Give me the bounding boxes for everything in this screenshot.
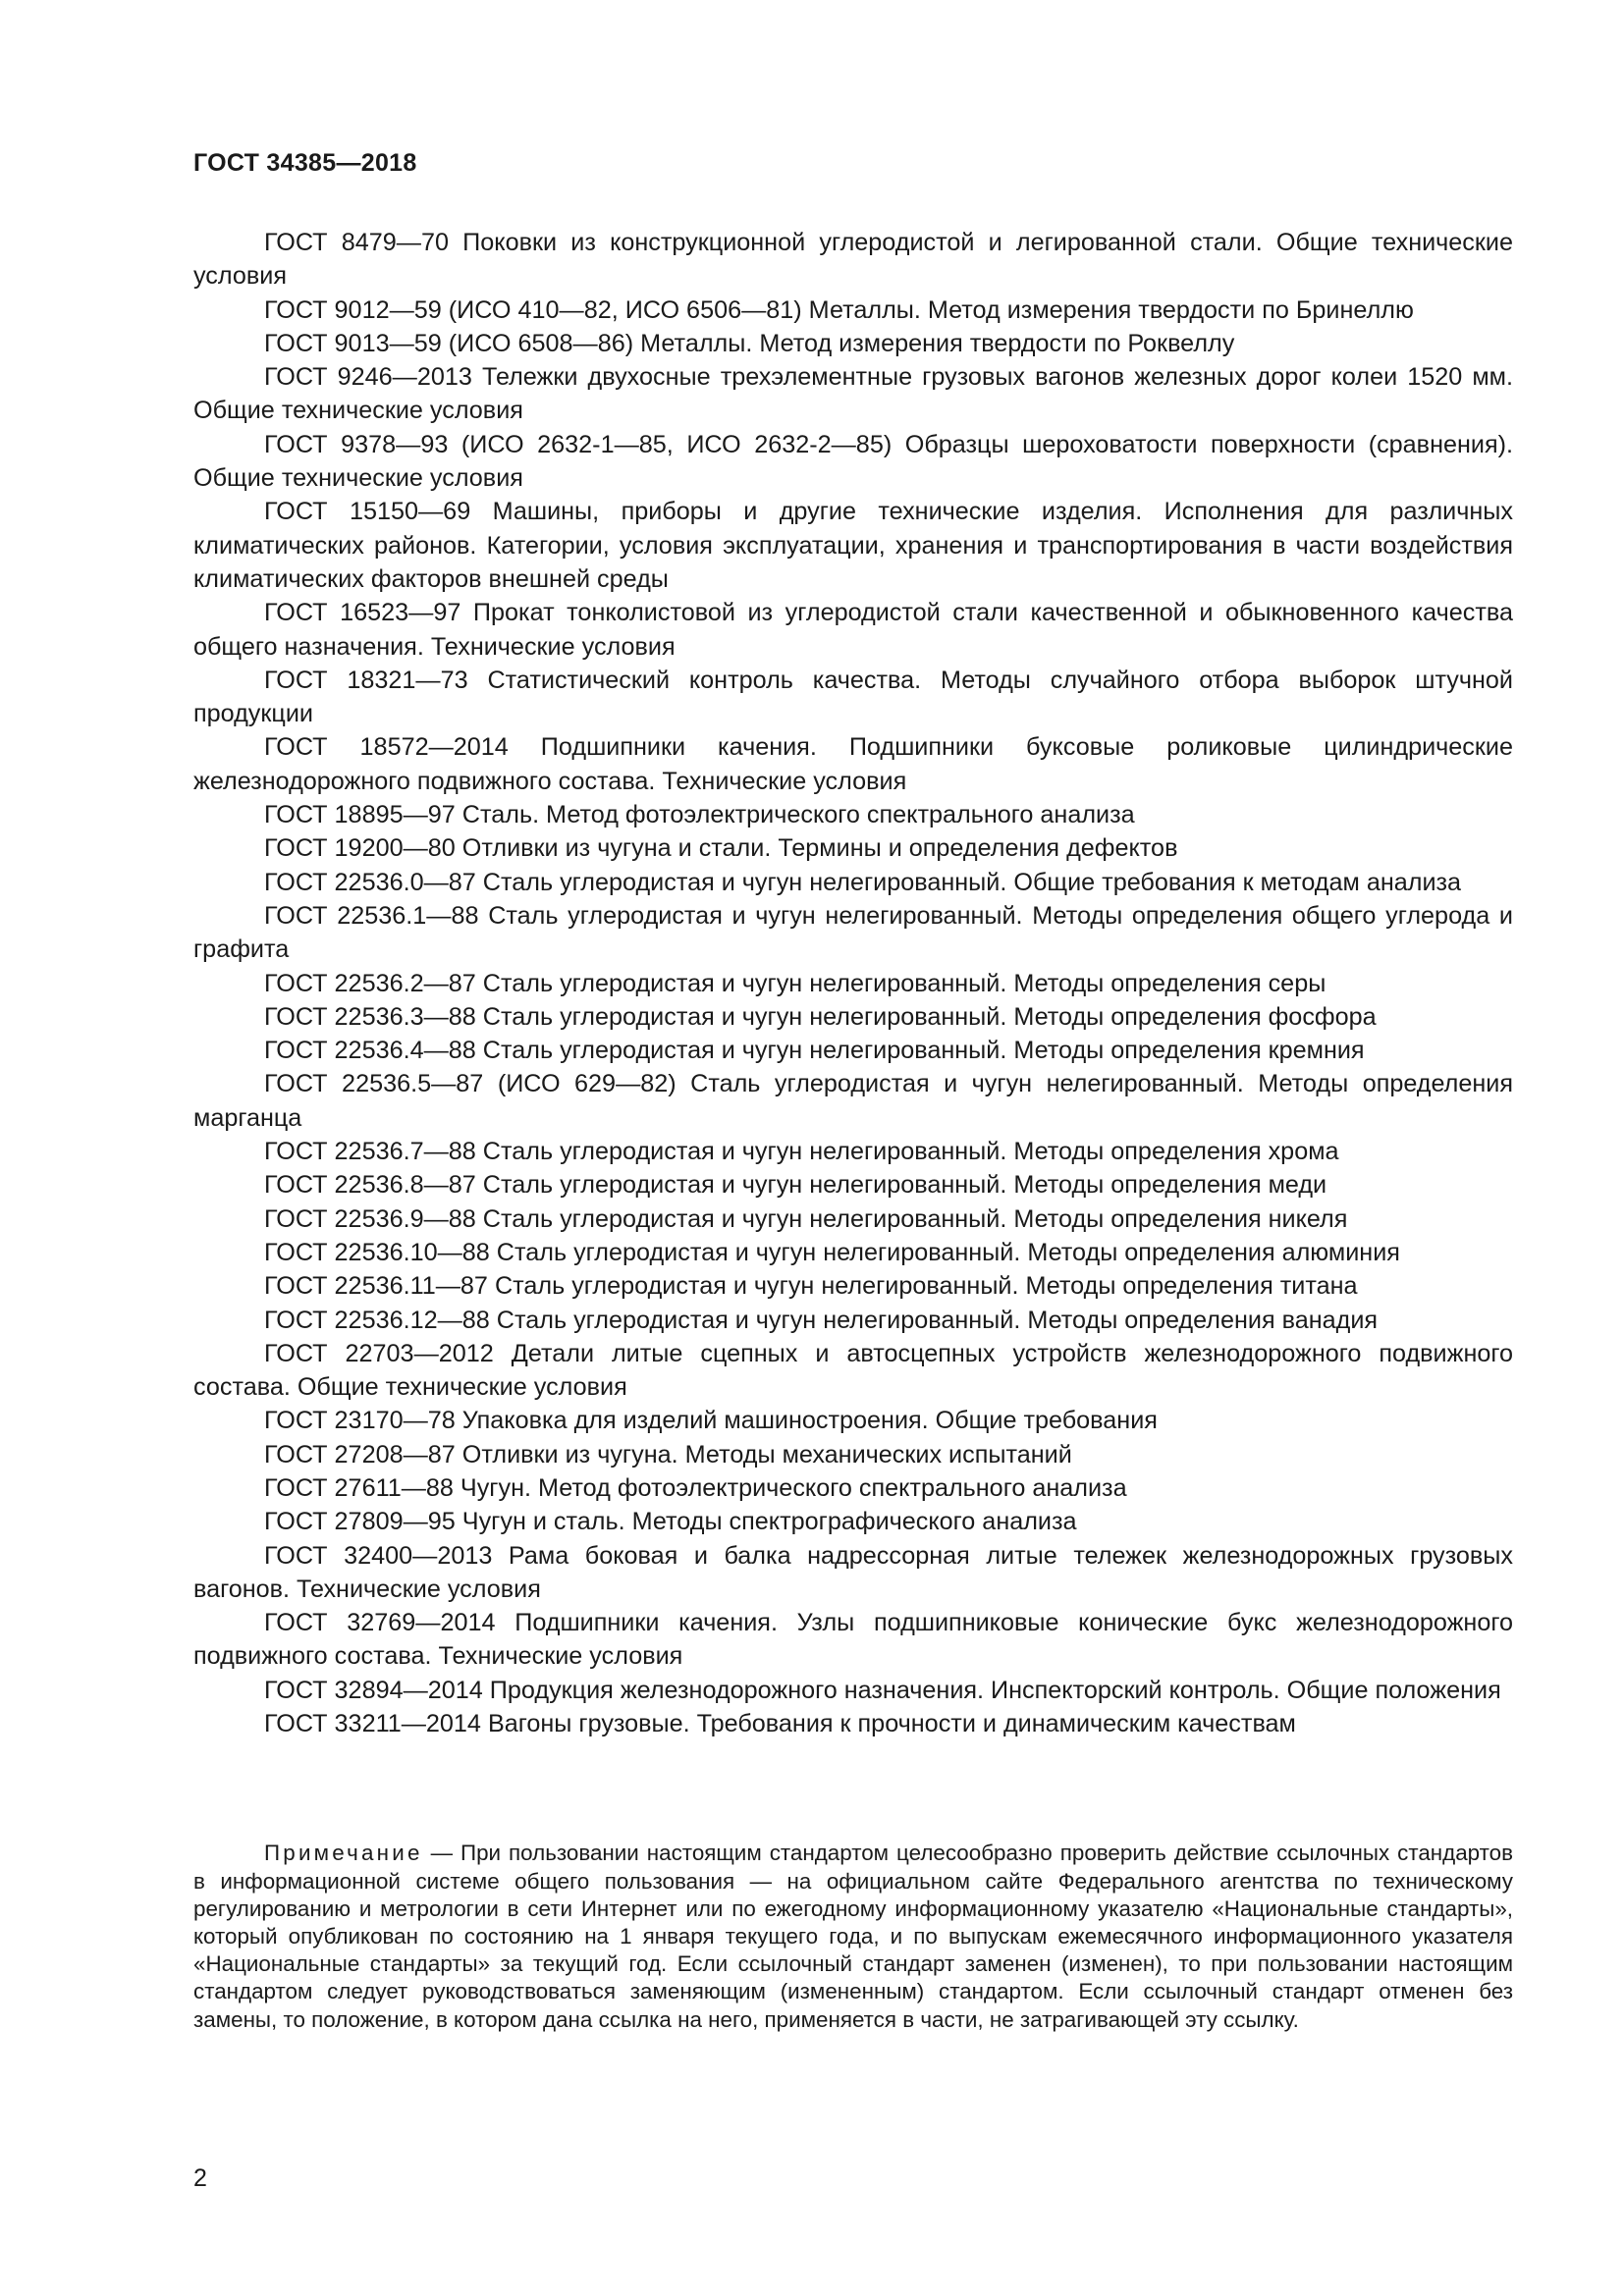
- note-paragraph: [193, 1840, 1513, 2033]
- reference-item: ГОСТ 22536.4—88 Сталь углеродистая и чугун нелегированный. Методы определения кремния: [264, 1037, 1365, 1065]
- reference-item: ГОСТ 22536.10—88 Сталь углеродистая и чугун нелегированный. Методы определения алюминия: [264, 1238, 1400, 1266]
- reference-item: ГОСТ 22536.3—88 Сталь углеродистая и чугун нелегированный. Методы определения фосфора: [264, 1002, 1377, 1031]
- reference-item: ГОСТ 16523—97 Прокат тонколистовой из углеродистой стали качественной и обыкновенного качества общего назначения. Технические условия: [193, 599, 1513, 661]
- reference-item: ГОСТ 22536.12—88 Сталь углеродистая и чугун нелегированный. Методы определения ванадия: [264, 1306, 1379, 1334]
- reference-item: ГОСТ 22536.8—87 Сталь углеродистая и чугун нелегированный. Методы определения меди: [264, 1171, 1327, 1200]
- reference-item: ГОСТ 22536.11—87 Сталь углеродистая и чугун нелегированный. Методы определения титана: [264, 1272, 1358, 1301]
- reference-item: ГОСТ 22536.9—88 Сталь углеродистая и чугун нелегированный. Методы определения никеля: [264, 1204, 1348, 1233]
- reference-item: ГОСТ 9013—59 (ИСО 6508—86) Металлы. Метод измерения твердости по Роквеллу: [264, 329, 1235, 357]
- reference-item: ГОСТ 32769—2014 Подшипники качения. Узлы подшипниковые конические букс железнодорожного подвижного состава. Технические условия: [193, 1609, 1513, 1671]
- reference-item: ГОСТ 27611—88 Чугун. Метод фотоэлектрического спектрального анализа: [264, 1473, 1127, 1502]
- reference-item: ГОСТ 22536.5—87 (ИСО 629—82) Сталь углеродистая и чугун нелегированный. Методы определения марганца: [193, 1070, 1513, 1132]
- note-separator: —: [422, 1841, 460, 1866]
- reference-item: ГОСТ 22703—2012 Детали литые сцепных и автосцепных устройств железнодорожного подвижного состава. Общие технические условия: [193, 1339, 1513, 1402]
- reference-item: ГОСТ 19200—80 Отливки из чугуна и стали. Термины и определения дефектов: [264, 834, 1178, 863]
- reference-item: ГОСТ 18572—2014 Подшипники качения. Подшипники буксовые роликовые цилиндрические железнодорожного подвижного состава. Технические условия: [193, 733, 1513, 795]
- page-number: 2: [193, 2164, 207, 2192]
- normative-references-list: [193, 226, 1513, 1740]
- reference-item: ГОСТ 32894—2014 Продукция железнодорожного назначения. Инспекторский контроль. Общие положения: [264, 1676, 1501, 1704]
- note-label: Примечание: [264, 1841, 423, 1866]
- reference-item: ГОСТ 23170—78 Упаковка для изделий машиностроения. Общие требования: [264, 1407, 1158, 1435]
- reference-item: ГОСТ 18895—97 Сталь. Метод фотоэлектрического спектрального анализа: [264, 801, 1135, 829]
- reference-item: ГОСТ 22536.0—87 Сталь углеродистая и чугун нелегированный. Общие требования к методам анализа: [264, 868, 1462, 896]
- reference-item: ГОСТ 15150—69 Машины, приборы и другие технические изделия. Исполнения для различных климатических районов. Категории, условия эксплуатации, хранения и транспортирования в части воздействия климатических факторов внешней среды: [193, 498, 1513, 593]
- reference-item: ГОСТ 32400—2013 Рама боковая и балка надрессорная литые тележек железнодорожных грузовых вагонов. Технические условия: [193, 1541, 1513, 1603]
- reference-item: ГОСТ 8479—70 Поковки из конструкционной углеродистой и легированной стали. Общие технические условия: [193, 229, 1513, 291]
- reference-item: ГОСТ 33211—2014 Вагоны грузовые. Требования к прочности и динамическим качествам: [264, 1710, 1296, 1738]
- reference-item: ГОСТ 9246—2013 Тележки двухосные трехэлементные грузовых вагонов железных дорог колеи 1520 мм. Общие технические условия: [193, 363, 1513, 425]
- reference-item: ГОСТ 9378—93 (ИСО 2632-1—85, ИСО 2632-2—85) Образцы шероховатости поверхности (сравнения). Общие технические условия: [193, 430, 1513, 493]
- reference-item: ГОСТ 18321—73 Статистический контроль качества. Методы случайного отбора выборок штучной продукции: [193, 666, 1513, 728]
- reference-item: ГОСТ 22536.2—87 Сталь углеродистая и чугун нелегированный. Методы определения серы: [264, 969, 1326, 997]
- reference-item: ГОСТ 27208—87 Отливки из чугуна. Методы механических испытаний: [264, 1440, 1072, 1468]
- standard-code-header: ГОСТ 34385—2018: [193, 149, 417, 177]
- note-text: При пользовании настоящим стандартом целесообразно проверить действие ссылочных стандартов в информационной системе общего пользования — на официальном сайте Федерального агентства по техническому регулированию и метрологии в сети Интернет или по ежегодному информационному указателю «Национальные стандарты», который опубликован по состоянию на 1 января текущего года, и по выпускам ежемесячного информационного указателя «Национальные стандарты» за текущий год. Если ссылочный стандарт заменен (изменен), то при пользовании настоящим стандартом следует руководствоваться заменяющим (измененным) стандартом. Если ссылочный стандарт отменен без замены, то положение, в котором дана ссылка на него, применяется в части, не затрагивающей эту ссылку.: [193, 1841, 1513, 2032]
- reference-item: ГОСТ 22536.7—88 Сталь углеродистая и чугун нелегированный. Методы определения хрома: [264, 1138, 1339, 1166]
- reference-item: ГОСТ 27809—95 Чугун и сталь. Методы спектрографического анализа: [264, 1508, 1077, 1536]
- reference-item: ГОСТ 9012—59 (ИСО 410—82, ИСО 6506—81) Металлы. Метод измерения твердости по Бринеллю: [264, 295, 1414, 324]
- reference-item: ГОСТ 22536.1—88 Сталь углеродистая и чугун нелегированный. Методы определения общего углерода и графита: [193, 901, 1513, 964]
